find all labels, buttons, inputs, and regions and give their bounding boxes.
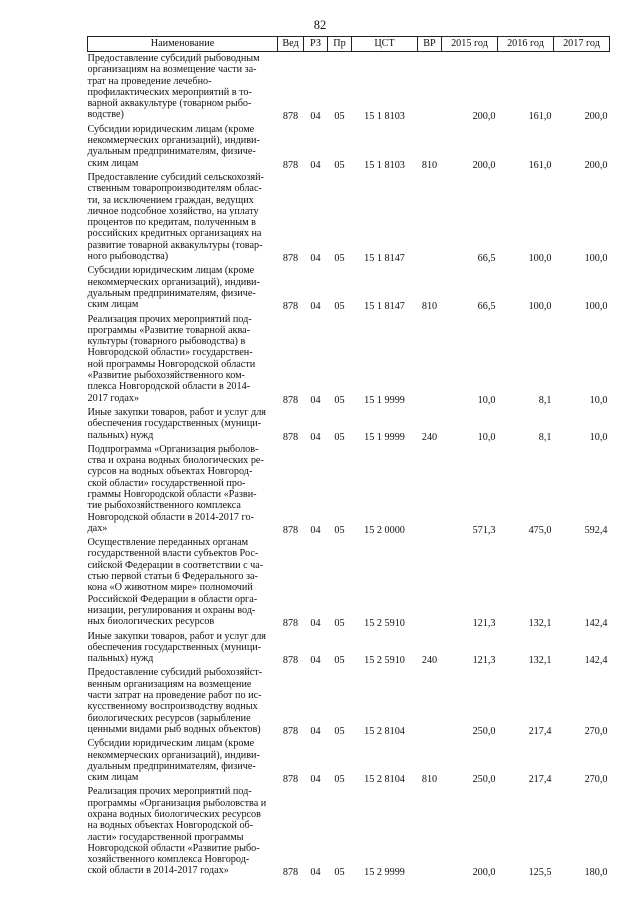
- row-name-line: сийской Федерации в соответствии с ча-: [87, 559, 264, 571]
- cst-cell: 15 1 8147: [364, 301, 405, 313]
- amount-2016: 132,1: [528, 655, 552, 667]
- amount-2015: 66,5: [477, 253, 496, 265]
- header-name: Наименование: [88, 37, 278, 52]
- table-row: [88, 123, 610, 171]
- table-row: [88, 536, 610, 629]
- rz-cell: 04: [310, 111, 321, 123]
- ved-cell: 878: [282, 253, 299, 265]
- vr-cell: 240: [421, 431, 438, 443]
- row-name-line: профилактических мероприятий в то-: [87, 86, 252, 98]
- table-row: [88, 443, 610, 536]
- header-2017: 2017 год: [554, 37, 610, 52]
- row-name-line: низации, регулирования и охраны вод-: [87, 604, 256, 616]
- ved-cell: 878: [282, 111, 299, 123]
- amount-2016: 161,0: [528, 159, 552, 171]
- cst-cell: 15 1 8103: [364, 111, 405, 123]
- rz-cell: 04: [310, 431, 321, 443]
- amount-2017: 100,0: [584, 301, 608, 313]
- row-name-line: ским лицам: [87, 157, 139, 169]
- row-name: [88, 313, 278, 406]
- row-name: [88, 737, 278, 785]
- amount-2015: 10,0: [477, 394, 496, 406]
- amount-2017: 142,4: [584, 618, 608, 630]
- row-name-line: кусственному воспроизводству водных: [87, 701, 258, 713]
- amount-2015: 121,3: [472, 618, 496, 630]
- budget-table: [87, 36, 610, 879]
- table-row: [88, 52, 610, 123]
- row-name: [88, 666, 278, 737]
- row-name-line: ти, за исключением граждан, ведущих: [87, 194, 254, 206]
- row-name: [88, 536, 278, 629]
- amount-2015: 200,0: [472, 159, 496, 171]
- table-row: [88, 785, 610, 878]
- row-name-line: программы «Развитие товарной аква-: [87, 324, 251, 336]
- ved-cell: 878: [282, 867, 299, 879]
- row-name-line: ного рыбоводства): [87, 251, 169, 263]
- row-name-line: обеспечения государственных (муници-: [87, 418, 262, 430]
- row-name-line: российских кредитных организациях на: [87, 228, 262, 240]
- row-name-line: «Развитие рыбохозяйственного ком-: [87, 370, 245, 382]
- cst-cell: 15 1 8147: [364, 253, 405, 265]
- row-name-line: ных биологических ресурсов: [87, 616, 215, 628]
- row-name-line: Новгородской области» государствен-: [87, 347, 253, 359]
- amount-2016: 475,0: [528, 524, 552, 536]
- pr-cell: 05: [334, 159, 345, 171]
- row-name-line: 2017 годах»: [87, 392, 140, 404]
- row-name-line: кона «О животном мире» полномочий: [87, 582, 253, 594]
- row-name-line: ской области в 2014-2017 годах»: [87, 865, 229, 877]
- amount-2017: 142,4: [584, 655, 608, 667]
- pr-cell: 05: [334, 867, 345, 879]
- amount-2016: 132,1: [528, 618, 552, 630]
- row-name-line: на водных объектах Новгородской об-: [87, 820, 254, 832]
- header-2016: 2016 год: [498, 37, 554, 52]
- vr-cell: [418, 785, 442, 878]
- table-row: [88, 630, 610, 667]
- row-name-line: сурсов на водных объектах Новгород-: [87, 466, 253, 478]
- amount-2015: 66,5: [477, 301, 496, 313]
- row-name-line: дуальным предпринимателям, физиче-: [87, 287, 256, 299]
- row-name-line: Российской Федерации в области орга-: [87, 593, 258, 605]
- cst-cell: 15 2 8104: [364, 774, 405, 786]
- header-pr: Пр: [328, 37, 352, 52]
- row-name-line: дуальным предпринимателям, физиче-: [87, 760, 256, 772]
- rz-cell: 04: [310, 618, 321, 630]
- row-name-line: Предоставление субсидий рыбохозяйст-: [87, 667, 263, 679]
- row-name-line: водстве): [87, 109, 124, 121]
- amount-2016: 100,0: [528, 301, 552, 313]
- row-name-line: дах»: [87, 522, 108, 534]
- amount-2016: 8,1: [538, 394, 552, 406]
- ved-cell: 878: [282, 618, 299, 630]
- amount-2017: 180,0: [584, 867, 608, 879]
- row-name-line: Иные закупки товаров, работ и услуг для: [87, 630, 266, 642]
- vr-cell: 240: [421, 655, 438, 667]
- row-name-line: граммы Новгородской области «Разви-: [87, 488, 257, 500]
- amount-2015: 10,0: [477, 431, 496, 443]
- row-name-line: организациям на возмещение части за-: [87, 64, 257, 76]
- row-name-line: некоммерческих организаций), индиви-: [87, 135, 260, 147]
- row-name-line: пальных) нужд: [87, 429, 154, 441]
- cst-cell: 15 2 9999: [364, 867, 405, 879]
- vr-cell: [418, 171, 442, 264]
- table-row: [88, 264, 610, 312]
- row-name-line: некоммерческих организаций), индиви-: [87, 749, 260, 761]
- vr-cell: 810: [421, 159, 438, 171]
- rz-cell: 04: [310, 301, 321, 313]
- ved-cell: 878: [282, 524, 299, 536]
- amount-2015: 250,0: [472, 774, 496, 786]
- amount-2015: 250,0: [472, 725, 496, 737]
- row-name-line: обеспечения государственных (муници-: [87, 641, 262, 653]
- row-name-line: охрана водных биологических ресурсов: [87, 809, 261, 820]
- cst-cell: 15 2 8104: [364, 725, 405, 737]
- cst-cell: 15 1 8103: [364, 159, 405, 171]
- pr-cell: 05: [334, 394, 345, 406]
- ved-cell: 878: [282, 394, 299, 406]
- table-row: [88, 737, 610, 785]
- row-name-line: Подпрограмма «Организация рыболов-: [87, 443, 259, 455]
- amount-2017: 270,0: [584, 725, 608, 737]
- amount-2016: 125,5: [528, 867, 552, 879]
- row-name-line: варной аквакультуре (товарном рыбо-: [87, 98, 252, 110]
- table-row: [88, 666, 610, 737]
- header-ved: Вед: [278, 37, 304, 52]
- row-name-line: ским лицам: [87, 772, 139, 784]
- row-name-line: некоммерческих организаций), индиви-: [87, 276, 260, 288]
- row-name-line: части затрат на проведение работ по ис-: [87, 690, 262, 702]
- amount-2015: 121,3: [472, 655, 496, 667]
- amount-2016: 217,4: [528, 725, 552, 737]
- row-name-line: тие рыбохозяйственного комплекса: [87, 500, 241, 512]
- pr-cell: 05: [334, 111, 345, 123]
- amount-2015: 571,3: [472, 524, 496, 536]
- rz-cell: 04: [310, 253, 321, 265]
- pr-cell: 05: [334, 774, 345, 786]
- rz-cell: 04: [310, 655, 321, 667]
- row-name-line: хозяйственного комплекса Новгород-: [87, 854, 250, 866]
- row-name: [88, 123, 278, 171]
- vr-cell: [418, 536, 442, 629]
- rz-cell: 04: [310, 159, 321, 171]
- row-name-line: стью первой статьи 6 Федерального за-: [87, 571, 258, 583]
- cst-cell: 15 1 9999: [364, 431, 405, 443]
- row-name-line: ства и охрана водных биологических ре-: [87, 455, 264, 467]
- row-name-line: ной программы Новгородской области: [87, 358, 256, 370]
- row-name: [88, 443, 278, 536]
- table-row: [88, 406, 610, 443]
- amount-2017: 100,0: [584, 253, 608, 265]
- cst-cell: 15 2 5910: [364, 655, 405, 667]
- pr-cell: 05: [334, 253, 345, 265]
- row-name-line: пальных) нужд: [87, 653, 154, 665]
- row-name-line: ласти» государственной программы: [87, 831, 244, 843]
- row-name-line: ственным товаропроизводителям облас-: [87, 183, 262, 195]
- cst-cell: 15 1 9999: [364, 394, 405, 406]
- row-name-line: Реализация прочих мероприятий под-: [87, 786, 252, 798]
- pr-cell: 05: [334, 301, 345, 313]
- ved-cell: 878: [282, 725, 299, 737]
- header-vr: ВР: [418, 37, 442, 52]
- row-name-line: Предоставление субсидий рыбоводным: [87, 53, 260, 64]
- row-name: [88, 406, 278, 443]
- row-name: [88, 264, 278, 312]
- ved-cell: 878: [282, 774, 299, 786]
- ved-cell: 878: [282, 431, 299, 443]
- cst-cell: 15 2 5910: [364, 618, 405, 630]
- amount-2015: 200,0: [472, 111, 496, 123]
- table-row: [88, 313, 610, 406]
- row-name-line: Осуществление переданных органам: [87, 537, 249, 549]
- row-name-line: Новгородской области «Развитие рыбо-: [87, 842, 260, 854]
- row-name-line: Новгородской области в 2014-2017 го-: [87, 511, 254, 523]
- table-row: [88, 171, 610, 264]
- row-name-line: Реализация прочих мероприятий под-: [87, 313, 252, 325]
- row-name-line: развитие товарной аквакультуры (товар-: [87, 239, 263, 251]
- rz-cell: 04: [310, 774, 321, 786]
- ved-cell: 878: [282, 301, 299, 313]
- row-name: [88, 630, 278, 667]
- amount-2017: 270,0: [584, 774, 608, 786]
- amount-2016: 100,0: [528, 253, 552, 265]
- header-rz: РЗ: [304, 37, 328, 52]
- row-name-line: культуры (товарного рыбоводства) в: [87, 336, 246, 348]
- pr-cell: 05: [334, 725, 345, 737]
- vr-cell: [418, 443, 442, 536]
- row-name-line: Иные закупки товаров, работ и услуг для: [87, 406, 266, 418]
- amount-2016: 161,0: [528, 111, 552, 123]
- table-header-row: [88, 37, 610, 52]
- row-name-line: государственной власти субъектов Рос-: [87, 548, 259, 560]
- row-name-line: ской области» государственной про-: [87, 477, 246, 489]
- rz-cell: 04: [310, 524, 321, 536]
- table-body: [88, 52, 610, 879]
- vr-cell: 810: [421, 774, 438, 786]
- row-name: [88, 171, 278, 264]
- pr-cell: 05: [334, 655, 345, 667]
- row-name-line: ским лицам: [87, 299, 139, 311]
- row-name: [88, 52, 278, 123]
- row-name-line: Субсидии юридическим лицам (кроме: [87, 738, 255, 750]
- amount-2016: 8,1: [538, 431, 552, 443]
- row-name-line: ценными видами рыб водных объектов): [87, 723, 261, 735]
- pr-cell: 05: [334, 431, 345, 443]
- row-name-line: Предоставление субсидий сельскохозяй-: [87, 171, 264, 183]
- row-name-line: личное подсобное хозяйство, на уплату: [87, 205, 259, 217]
- row-name-line: Субсидии юридическим лицам (кроме: [87, 265, 255, 277]
- rz-cell: 04: [310, 867, 321, 879]
- ved-cell: 878: [282, 655, 299, 667]
- pr-cell: 05: [334, 524, 345, 536]
- amount-2017: 10,0: [589, 394, 608, 406]
- amount-2017: 10,0: [589, 431, 608, 443]
- row-name-line: биологических ресурсов (зарыбление: [87, 712, 251, 724]
- vr-cell: [418, 666, 442, 737]
- row-name-line: процентов по кредитам, полученным в: [87, 217, 256, 229]
- page-number: 82: [313, 18, 327, 32]
- rz-cell: 04: [310, 725, 321, 737]
- vr-cell: [418, 52, 442, 123]
- vr-cell: [418, 313, 442, 406]
- row-name-line: дуальным предпринимателям, физиче-: [87, 146, 256, 158]
- amount-2017: 200,0: [584, 159, 608, 171]
- rz-cell: 04: [310, 394, 321, 406]
- row-name-line: плекса Новгородской области в 2014-: [87, 381, 251, 393]
- ved-cell: 878: [282, 159, 299, 171]
- row-name-line: венным организациям на возмещение: [87, 678, 252, 690]
- amount-2015: 200,0: [472, 867, 496, 879]
- amount-2016: 217,4: [528, 774, 552, 786]
- header-2015: 2015 год: [442, 37, 498, 52]
- row-name: [88, 785, 278, 878]
- row-name-line: Субсидии юридическим лицам (кроме: [87, 123, 255, 135]
- pr-cell: 05: [334, 618, 345, 630]
- row-name-line: программы «Организация рыболовства и: [87, 797, 267, 809]
- cst-cell: 15 2 0000: [364, 524, 405, 536]
- amount-2017: 200,0: [584, 111, 608, 123]
- vr-cell: 810: [421, 301, 438, 313]
- row-name-line: трат на проведение лечебно-: [87, 75, 212, 87]
- header-cst: ЦСТ: [352, 37, 418, 52]
- amount-2017: 592,4: [584, 524, 608, 536]
